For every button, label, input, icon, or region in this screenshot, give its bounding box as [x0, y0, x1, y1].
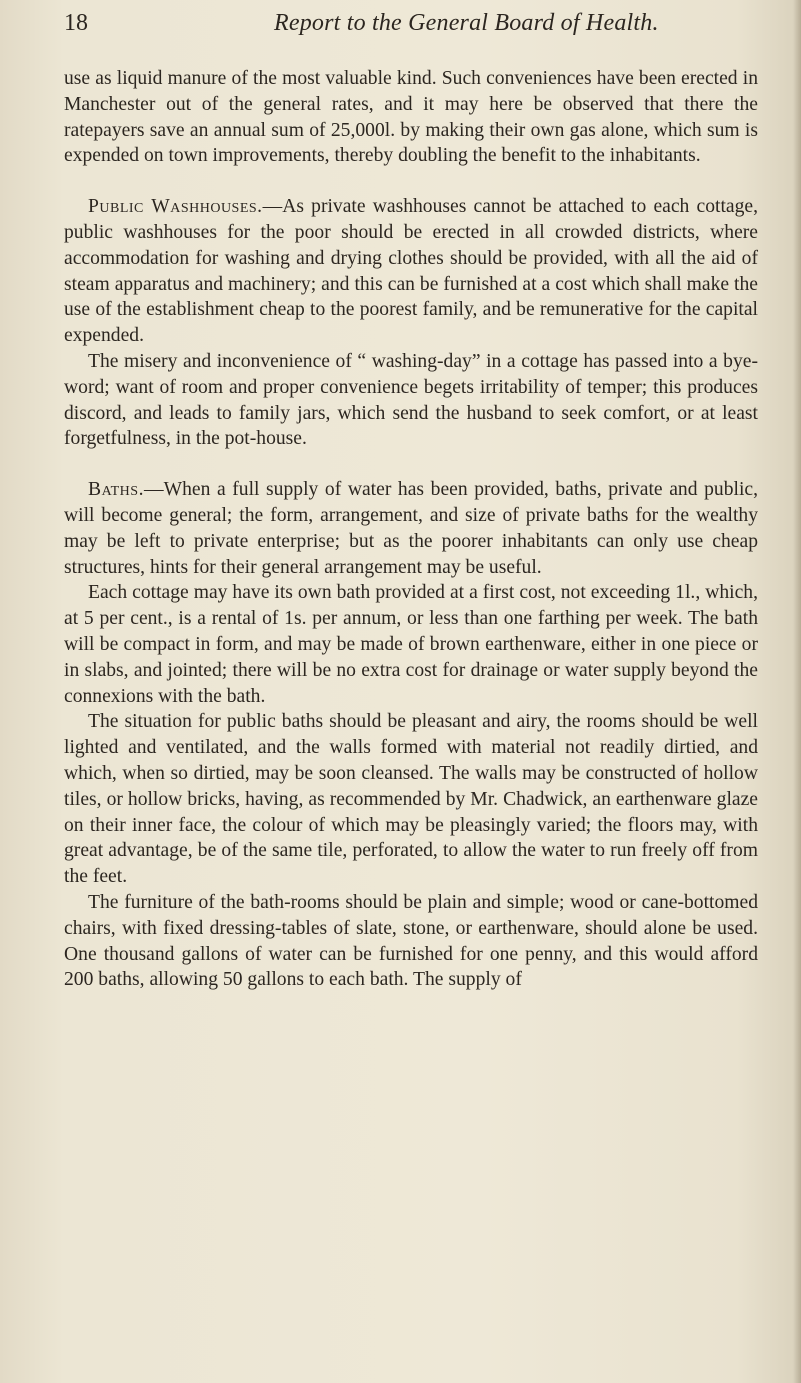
running-title: Report to the General Board of Health.	[274, 10, 659, 36]
baths-text: —When a full supply of water has been provided, baths, private and public, will become general; the form, arrangement, and size of private baths for the wealthy may be left to private enterprise; but as the poorer inhabitants can only use cheap structures, hints for their general arrangement may be useful.	[64, 479, 758, 578]
section-heading-baths: Baths.	[88, 479, 144, 501]
paragraph-baths	[64, 477, 758, 580]
section-heading-washhouses: Public Washhouses.	[88, 196, 263, 218]
page-number: 18	[64, 10, 88, 36]
paragraph-public-washhouses	[64, 194, 758, 349]
paragraph-cottage-bath: Each cottage may have its own bath provided at a first cost, not exceeding 1l., which, at 5 per cent., is a rental of 1s. per annum, or less than one farthing per week. The bath will be compact in form, and may be made of brown earthenware, either in one piece or in slabs, and jointed; there will be no extra cost for drainage or water supply beyond the connexions with the bath.	[64, 582, 758, 707]
paragraph-washing-day: The misery and inconvenience of “ washing-day” in a cottage has passed into a bye-word; want of room and proper convenience begets irritability of temper; this produces discord, and leads to family jars, which send the husband to seek comfort, or at least forgetfulness, in the pot-house.	[64, 350, 758, 450]
paragraph-manchester: use as liquid manure of the most valuable kind. Such conveniences have been erected in Manchester out of the general rates, and it may here be observed that there the ratepayers save an annual sum of 25,000l. by making their own gas alone, which sum is expended on town improvements, thereby doubling the benefit to the inhabitants.	[64, 68, 758, 167]
paragraph-bath-room-furniture: The furniture of the bath-rooms should be plain and simple; wood or cane-bottomed chairs, with fixed dressing-tables of slate, stone, or earthenware, should alone be used. One thousand gallons of water can be furnished for one penny, and this would afford 200 baths, allowing 50 gallons to each bath. The supply of	[64, 891, 758, 991]
page-header	[64, 10, 761, 50]
paragraph-public-baths-situation: The situation for public baths should be pleasant and airy, the rooms should be well lighted and ventilated, and the walls formed with material not readily dirtied, and which, when so dirtied, may be soon cleansed. The walls may be constructed of hollow tiles, or hollow bricks, having, as recommended by Mr. Chadwick, an earthenware glaze on their inner face, the colour of which may be pleasingly varied; the floors may, with great advantage, be of the same tile, perforated, to allow the water to run freely off from the feet.	[64, 711, 758, 888]
body-text	[64, 66, 758, 993]
washhouses-text: —As private washhouses cannot be attached to each cottage, public washhouses for the poor should be erected in all crowded districts, where accommodation for washing and drying clothes should be provided, with all the aid of steam apparatus and machinery; and this can be furnished at a cost which shall make the use of the establishment cheap to the poorest family, and be remunerative for the capital expended.	[64, 196, 759, 347]
page-edge-shadow	[793, 0, 801, 1383]
